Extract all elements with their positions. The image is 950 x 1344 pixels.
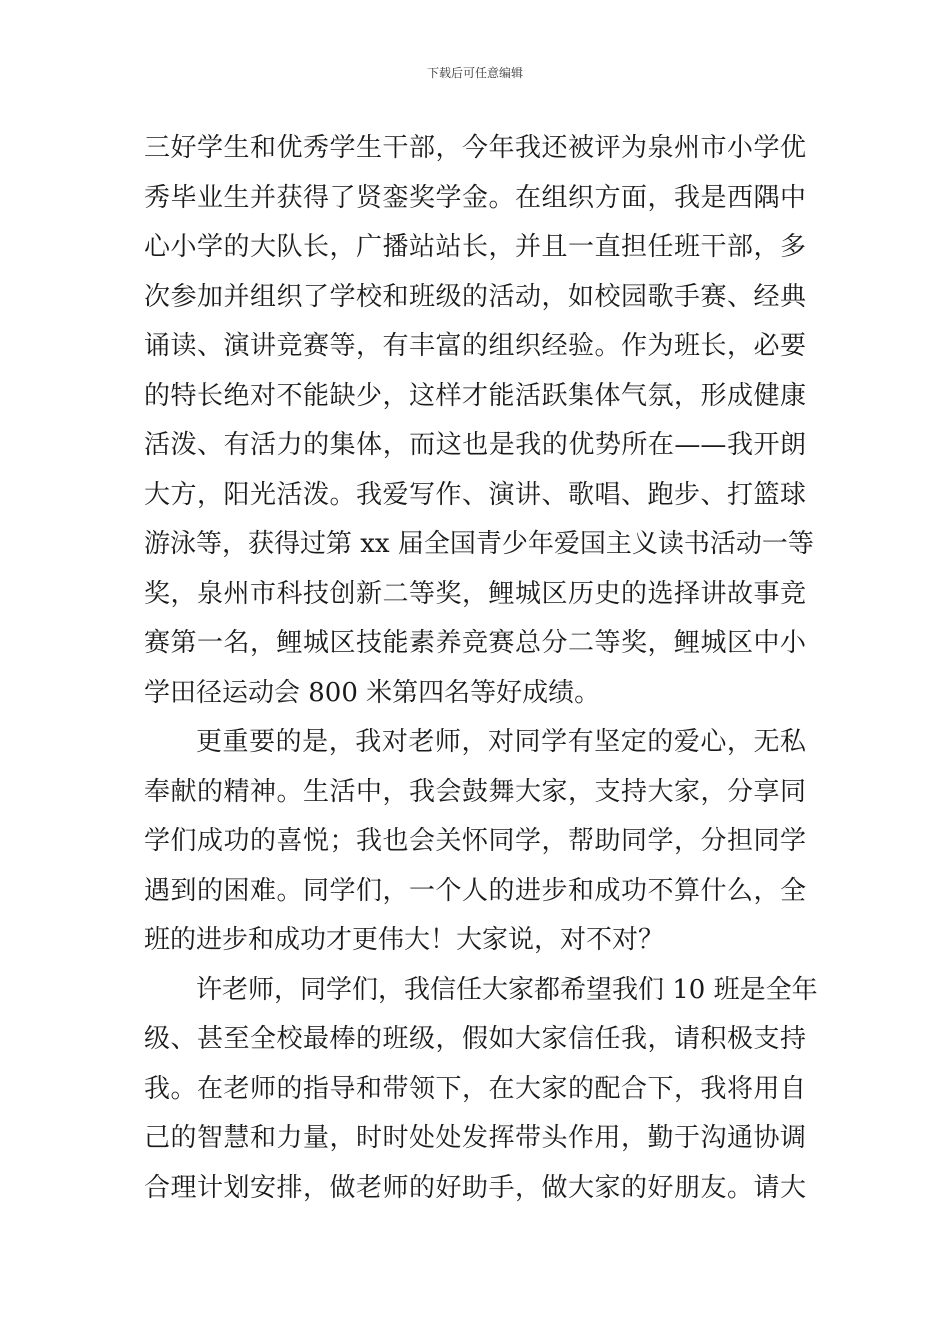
text-line: 诵读、演讲竞赛等，有丰富的组织经验。作为班长，必要 bbox=[144, 331, 806, 361]
text-line: 心小学的大队长，广播站站长，并且一直担任班干部，多 bbox=[144, 232, 806, 262]
text-line: 秀毕业生并获得了贤銮奖学金。在组织方面，我是西隅中 bbox=[144, 182, 806, 213]
text-line: 次参加并组织了学校和班级的活动，如校园歌手赛、经典 bbox=[144, 281, 806, 312]
document-body bbox=[144, 124, 818, 1213]
text-line: 更重要的是，我对老师，对同学有坚定的爱心，无私 bbox=[196, 727, 806, 757]
text-line: 赛第一名，鲤城区技能素养竞赛总分二等奖，鲤城区中小 bbox=[144, 628, 806, 658]
text-line: 遇到的困难。同学们，一个人的进步和成功不算什么，全 bbox=[144, 875, 806, 906]
page-header: 下载后可任意编辑 bbox=[426, 66, 523, 80]
text-line: 学田径运动会 800 米第四名等好成绩。 bbox=[144, 677, 601, 708]
text-line: 我。在老师的指导和带领下，在大家的配合下，我将用自 bbox=[144, 1073, 806, 1104]
text-line: 奉献的精神。生活中，我会鼓舞大家，支持大家，分享同 bbox=[144, 776, 806, 807]
text-line: 班的进步和成功才更伟大！大家说，对不对？ bbox=[144, 925, 665, 955]
text-line: 大方，阳光活泼。我爱写作、演讲、歌唱、跑步、打篮球 bbox=[144, 479, 806, 510]
text-line: 奖，泉州市科技创新二等奖，鲤城区历史的选择讲故事竞 bbox=[144, 578, 806, 609]
text-line: 级、甚至全校最棒的班级，假如大家信任我，请积极支持 bbox=[144, 1024, 806, 1054]
text-line: 己的智慧和力量，时时处处发挥带头作用，勤于沟通协调 bbox=[144, 1123, 806, 1153]
text-line: 的特长绝对不能缺少，这样才能活跃集体气氛，形成健康 bbox=[144, 380, 806, 411]
text-line: 三好学生和优秀学生干部，今年我还被评为泉州市小学优 bbox=[144, 133, 806, 163]
text-line: 许老师，同学们，我信任大家都希望我们 10 班是全年 bbox=[196, 974, 818, 1005]
text-line: 活泼、有活力的集体，而这也是我的优势所在——我开朗 bbox=[144, 430, 806, 460]
text-line: 游泳等，获得过第 xx 届全国青少年爱国主义读书活动一等 bbox=[144, 529, 814, 559]
text-line: 学们成功的喜悦；我也会关怀同学，帮助同学，分担同学 bbox=[144, 826, 806, 856]
text-line: 合理计划安排，做老师的好助手，做大家的好朋友。请大 bbox=[144, 1172, 806, 1203]
